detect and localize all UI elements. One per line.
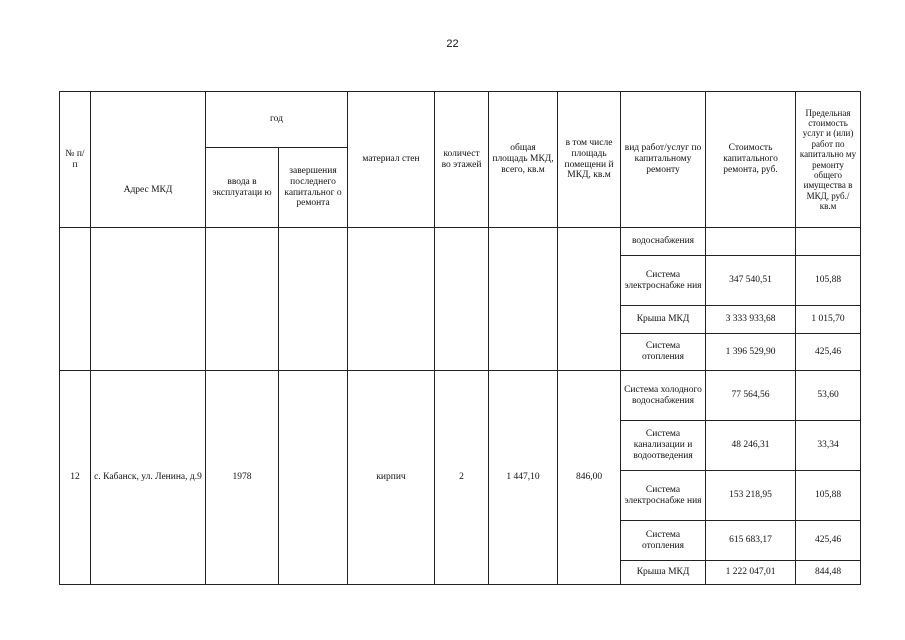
cont-work: Система отопления	[621, 334, 706, 371]
header-num: № п/п	[60, 92, 91, 228]
building-num: 12	[60, 371, 91, 585]
work-cost: 1 222 047,01	[706, 561, 796, 585]
building-year-commission: 1978	[206, 371, 279, 585]
header-address: Адрес МКД	[91, 92, 206, 228]
header-total-area: общая площадь МКД, всего, кв.м	[489, 92, 558, 228]
cont-wall-material	[348, 228, 435, 371]
work-max-cost: 844,48	[796, 561, 861, 585]
work-max-cost: 33,34	[796, 421, 861, 471]
header-work-type: вид работ/услуг по капитальному ремонту	[621, 92, 706, 228]
work-cost: 48 246,31	[706, 421, 796, 471]
cont-max: 425,46	[796, 334, 861, 371]
header-year-group: год	[206, 92, 348, 148]
work-cost: 615 683,17	[706, 521, 796, 561]
work-cost: 77 564,56	[706, 371, 796, 421]
work-item: Система отопления	[621, 521, 706, 561]
work-item: Система канализации и водоотведения	[621, 421, 706, 471]
header-wall-material: материал стен	[348, 92, 435, 228]
header-year-commission: ввода в эксплуатаци ю	[206, 148, 279, 228]
cont-floors	[435, 228, 489, 371]
work-item: Система холодного водоснабжения	[621, 371, 706, 421]
header-cost: Стоимость капитального ремонта, руб.	[706, 92, 796, 228]
cont-num	[60, 228, 91, 371]
cont-cost	[706, 228, 796, 256]
page-number: 22	[446, 38, 459, 50]
building-premises-area: 846,00	[558, 371, 621, 585]
cont-work: водоснабжения	[621, 228, 706, 256]
cont-total-area	[489, 228, 558, 371]
cont-address	[91, 228, 206, 371]
building-floors: 2	[435, 371, 489, 585]
building-year-last-repair	[279, 371, 348, 585]
cont-year-last-repair	[279, 228, 348, 371]
work-max-cost: 425,46	[796, 521, 861, 561]
cont-cost: 1 396 529,90	[706, 334, 796, 371]
cont-premises-area	[558, 228, 621, 371]
work-item: Система электроснабже ния	[621, 471, 706, 521]
cont-work: Система электроснабже ния	[621, 256, 706, 306]
cont-max: 105,88	[796, 256, 861, 306]
work-item: Крыша МКД	[621, 561, 706, 585]
cont-max: 1 015,70	[796, 306, 861, 334]
cont-cost: 3 333 933,68	[706, 306, 796, 334]
work-max-cost: 105,88	[796, 471, 861, 521]
building-total-area: 1 447,10	[489, 371, 558, 585]
cont-work: Крыша МКД	[621, 306, 706, 334]
capital-repair-table	[59, 91, 861, 585]
cont-max	[796, 228, 861, 256]
work-max-cost: 53,60	[796, 371, 861, 421]
work-cost: 153 218,95	[706, 471, 796, 521]
header-floors: количест во этажей	[435, 92, 489, 228]
building-address: с. Кабанск, ул. Ленина, д.9	[91, 371, 206, 585]
cont-year-commission	[206, 228, 279, 371]
header-max-cost: Предельная стоимость услуг и (или) работ по капитально му ремонту общего имущества в МКД, руб./кв.м	[796, 92, 861, 228]
header-premises-area: в том числе площадь помещени й МКД, кв.м	[558, 92, 621, 228]
building-wall-material: кирпич	[348, 371, 435, 585]
header-year-last-repair: завершения последнего капитальног о ремонта	[279, 148, 348, 228]
cont-cost: 347 540,51	[706, 256, 796, 306]
